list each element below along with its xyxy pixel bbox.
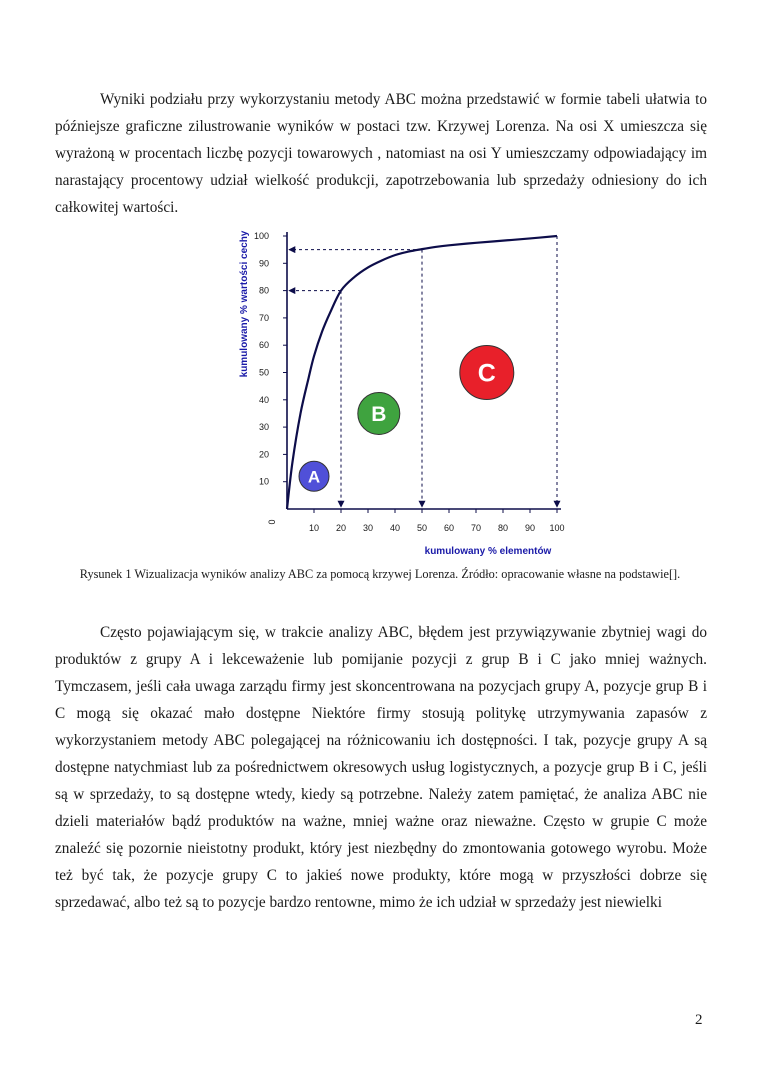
x-tick-label: 50	[416, 523, 428, 533]
y-tick-label: 30	[258, 422, 269, 433]
text-line: narastający procentowy udział wielkość produkcji, zapotrzebowania lub sprzedaży odniesiony do ich	[55, 172, 707, 189]
x-tick-label: 100	[549, 523, 565, 533]
x-axis-label: kumulowany % elementów	[424, 546, 552, 557]
text-line: Wyniki podziału przy wykorzystaniu metody ABC można przedstawić w formie tabeli ułatwia to	[100, 91, 707, 108]
text-line: Tymczasem, jeśli cała uwaga zarządu firmy jest skoncentrowana na pozycjach grupy A, pozycje grup B i	[55, 678, 707, 695]
text-line: sprzedawać, albo też są to pozycje bardzo rentowne, mimo że ich udział w sprzedaży jest niewielki	[55, 894, 662, 911]
origin-label: 0	[267, 519, 277, 525]
y-tick-label: 40	[258, 394, 269, 405]
y-tick-label: 20	[258, 449, 269, 460]
page-number: 2	[695, 1012, 703, 1028]
text-line: wyrażoną w procentach liczbę pozycji towarowych , natomiast na osi Y umieszczamy odpowiadający im	[55, 145, 707, 162]
text-line: wykorzystaniem metody ABC polegającej na różnicowaniu ich dostępności. I tak, pozycje grupy A są	[55, 732, 707, 749]
text-line: późniejsze graficzne zilustrowanie wyników w postaci tzw. Krzywej Lorenza. Na osi X umieszcza się	[55, 118, 707, 135]
y-axis-label: kumulowany % wartości cechy	[239, 230, 250, 378]
x-tick-label: 10	[308, 523, 320, 533]
text-line: znaleźć się pozornie nieistotny produkt, który jest niezbędny do zmontowania gotowego wyrobu. Może	[55, 840, 707, 857]
text-line: też być tak, że pozycje grupy C to jakieś nowe produkty, które mogą w przyszłości dobrze się	[55, 867, 707, 884]
y-tick-label: 60	[258, 340, 269, 351]
text-line: są w sprzedaży, to są dostępne wtedy, kiedy są potrzebne. Należy zatem pamiętać, że analiza ABC nie	[55, 786, 707, 803]
x-tick-label: 70	[470, 523, 482, 533]
text-line: dzieli materiałów bądź produktów na ważne, mniej ważne oraz nieważne. Często w grupie C może	[55, 813, 707, 830]
y-tick-label: 90	[258, 258, 269, 269]
y-tick-label: 100	[253, 231, 269, 241]
text-line: C mogą się okazać mało dostępne Niektóre firmy stosują politykę utrzymywania zapasów z	[55, 705, 707, 722]
paragraph-1	[55, 86, 707, 221]
figure-caption: Rysunek 1 Wizualizacja wyników analizy ABC za pomocą krzywej Lorenza. Źródło: opracowanie własne na podstawie[].	[79, 567, 681, 581]
lorenz-curve-chart	[230, 224, 590, 560]
group-c-label: C	[477, 359, 496, 388]
text-line: całkowitej wartości.	[55, 199, 179, 216]
x-tick-label: 90	[524, 523, 536, 533]
y-tick-label: 80	[258, 285, 269, 296]
y-tick-label: 50	[258, 367, 269, 378]
x-tick-label: 30	[362, 523, 374, 533]
text-line: Często pojawiającym się, w trakcie analizy ABC, błędem jest przywiązywanie zbytniej wagi do	[100, 624, 707, 641]
x-tick-label: 80	[497, 523, 509, 533]
x-tick-label: 40	[389, 523, 401, 533]
x-tick-label: 20	[335, 523, 347, 533]
text-line: dostępne natychmiast lub za pośrednictwem okresowych usług logistycznych, a pozycje grup B i C, jeśli	[55, 759, 707, 776]
y-tick-label: 70	[258, 312, 269, 323]
group-a-label: A	[307, 467, 321, 487]
group-b-label: B	[371, 403, 387, 427]
paragraph-2	[55, 619, 707, 916]
x-tick-label: 60	[443, 523, 455, 533]
y-tick-label: 10	[258, 476, 269, 487]
text-line: produktów z grupy A i lekceważenie lub pomijanie pozycji z grup B i C jako mniej ważnych.	[55, 651, 707, 668]
